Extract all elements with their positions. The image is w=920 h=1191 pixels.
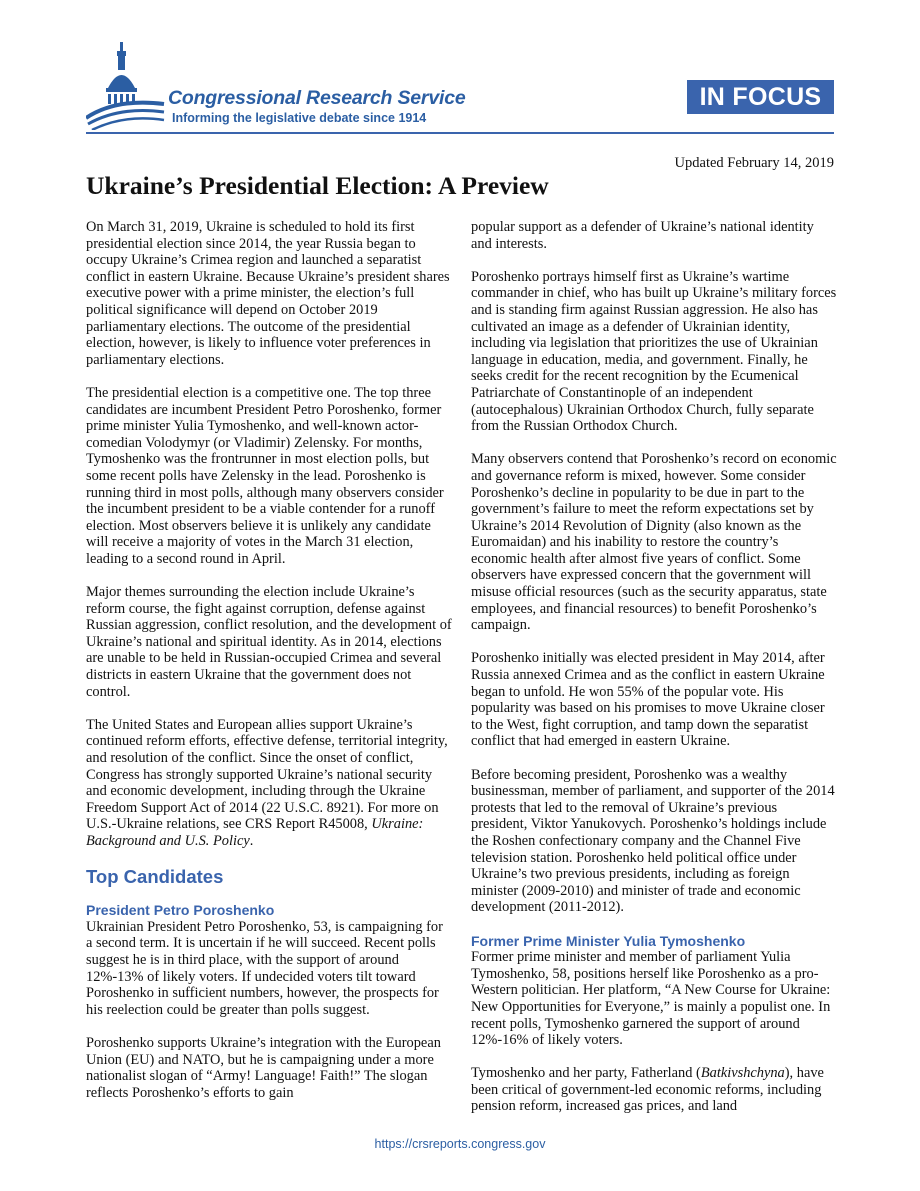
paragraph: Poroshenko portrays himself first as Ukraine’s wartime commander in chief, who has built up Ukraine’s military forces and is standing firm against Russian aggression. He also has cultivated an image as a defender of Ukrainian identity, including via legislation that prioritizes the use of Ukrainian language in education, media, and government. Finally, he seeks credit for the recent recognition by the Ecumenical Patriarchate of Constantinople of an independent (autocephalous) Ukrainian Orthodox Church, fully separate from the Russian Orthodox Church.	[471, 268, 837, 435]
paragraph: Major themes surrounding the election include Ukraine’s reform course, the fight against corruption, defense against Russian aggression, conflict resolution, and the development of Ukraine’s national and spiritual identity. As in 2014, elections are unable to be held in Russian-occupied Crimea and several districts in eastern Ukraine that the government does not control.	[86, 584, 452, 700]
party-name: Batkivshchyna	[700, 1065, 785, 1082]
brand-name: Congressional Research Service	[168, 87, 466, 109]
subheading-tymoshenko: Former Prime Minister Yulia Tymoshenko	[471, 932, 746, 949]
paragraph	[471, 1065, 837, 1115]
in-focus-badge: IN FOCUS	[687, 80, 834, 114]
page-title: Ukraine’s Presidential Election: A Preview	[86, 171, 549, 200]
paragraph-text: The United States and European allies support Ukraine’s continued reform efforts, effective defense, territorial integrity, and resolution of the conflict. Since the onset of conflict, Congress has strongly supported Ukraine’s national security and economic development, including through the Ukraine Freedom Support Act of 2014 (22 U.S.C. 8921). For more on U.S.-Ukraine relations, see CRS Report R45008,	[86, 716, 448, 833]
subheading-poroshenko: President Petro Poroshenko	[86, 902, 275, 919]
paragraph: Poroshenko supports Ukraine’s integration with the European Union (EU) and NATO, but he is campaigning under a more nationalist slogan of “Army! Language! Faith!” The slogan reflects Poroshenko’s efforts to gain	[86, 1034, 441, 1101]
paragraph: Ukrainian President Petro Poroshenko, 53, is campaigning for a second term. It is uncertain if he will succeed. Recent polls suggest he is in third place, with the support of around 12%-13% of likely voters. If undecided voters tilt toward Poroshenko in sufficient numbers, however, the prospects for his reelection could be greater than polls suggest.	[86, 918, 443, 1018]
left-column	[86, 219, 452, 1101]
header-divider	[86, 132, 834, 134]
paragraph-text: .	[249, 832, 254, 849]
paragraph: On March 31, 2019, Ukraine is scheduled to hold its first presidential election since 2014, the year Russia began to occupy Ukraine’s Crimea region and launched a separatist conflict in eastern Ukraine. Because Ukraine’s president shares executive power with a prime minister, the election’s full political significance will depend on October 2019 parliamentary elections. The outcome of the presidential election, however, is likely to influence voter preferences in parliamentary elections.	[86, 219, 450, 368]
paragraph: Many observers contend that Poroshenko’s record on economic and governance reform is mixed, however. Some consider Poroshenko’s decline in popularity to be due in part to the government’s failure to meet the reform expectations set by Ukraine’s 2014 Revolution of Dignity (also known as the Euromaidan) and his inability to restore the country’s economic health after almost five years of conflict. Some observers have expressed concern that the government will misuse official resources (such as the security apparatus, state employees, and financial resources) to benefit Poroshenko’s campaign.	[471, 451, 837, 634]
brand-tagline: Informing the legislative debate since 1914	[172, 111, 427, 125]
report-header	[86, 40, 834, 136]
paragraph: Former prime minister and member of parliament Yulia Tymoshenko, 58, positions herself like Poroshenko as a pro-Western politician. Her platform, “A New Course for Ukraine: New Opportunities for Everyone,” is mainly a populist one. In recent polls, Tymoshenko garnered the support of around 12%-16% of likely voters.	[471, 949, 831, 1049]
paragraph: The presidential election is a competitive one. The top three candidates are incumbent President Petro Poroshenko, former prime minister Yulia Tymoshenko, and well-known actor-comedian Volodymyr (or Vladimir) Zelensky. For months, Tymoshenko was the frontrunner in most election polls, but some recent polls have Zelensky in the lead. Poroshenko is running third in most polls, although many observers consider the incumbent president to be a viable contender for a runoff election. Most observers believe it is unlikely any candidate will receive a majority of votes in the March 31 election, leading to a second round in April.	[86, 384, 444, 567]
capitol-dome-icon	[86, 42, 166, 130]
paragraph-text: Tymoshenko and her party, Fatherland (	[471, 1065, 701, 1082]
paragraph: Poroshenko initially was elected president in May 2014, after Russia annexed Crimea and as the conflict in eastern Ukraine began to unfold. He won 55% of the popular vote. His popularity was based on his promises to move Ukraine closer to the West, fight corruption, and tamp down the separatist conflict that had emerged in eastern Ukraine.	[471, 650, 825, 750]
updated-date: Updated February 14, 2019	[674, 155, 834, 171]
paragraph: popular support as a defender of Ukraine’s national identity and interests.	[471, 219, 814, 252]
paragraph-text: ), have been critical of government-led economic reforms, including pension reform, increased gas prices, and land	[471, 1065, 824, 1115]
section-heading: Top Candidates	[86, 866, 224, 888]
paragraph: Before becoming president, Poroshenko was a wealthy businessman, member of parliament, and supporter of the 2014 protests that led to the removal of Ukraine’s previous president, Viktor Yanukovych. Poroshenko’s holdings include the Roshen confectionary company and the Channel Five television station. Poroshenko held political office under Ukraine’s two previous presidents, including as foreign minister (2009-2010) and minister of trade and economic development (2011-2012).	[471, 766, 835, 916]
report-title-link[interactable]: Ukraine: Background and U.S. Policy	[86, 816, 424, 849]
paragraph	[86, 717, 452, 850]
footer-url-link[interactable]: https://crsreports.congress.gov	[374, 1137, 546, 1151]
right-column	[471, 219, 837, 1115]
